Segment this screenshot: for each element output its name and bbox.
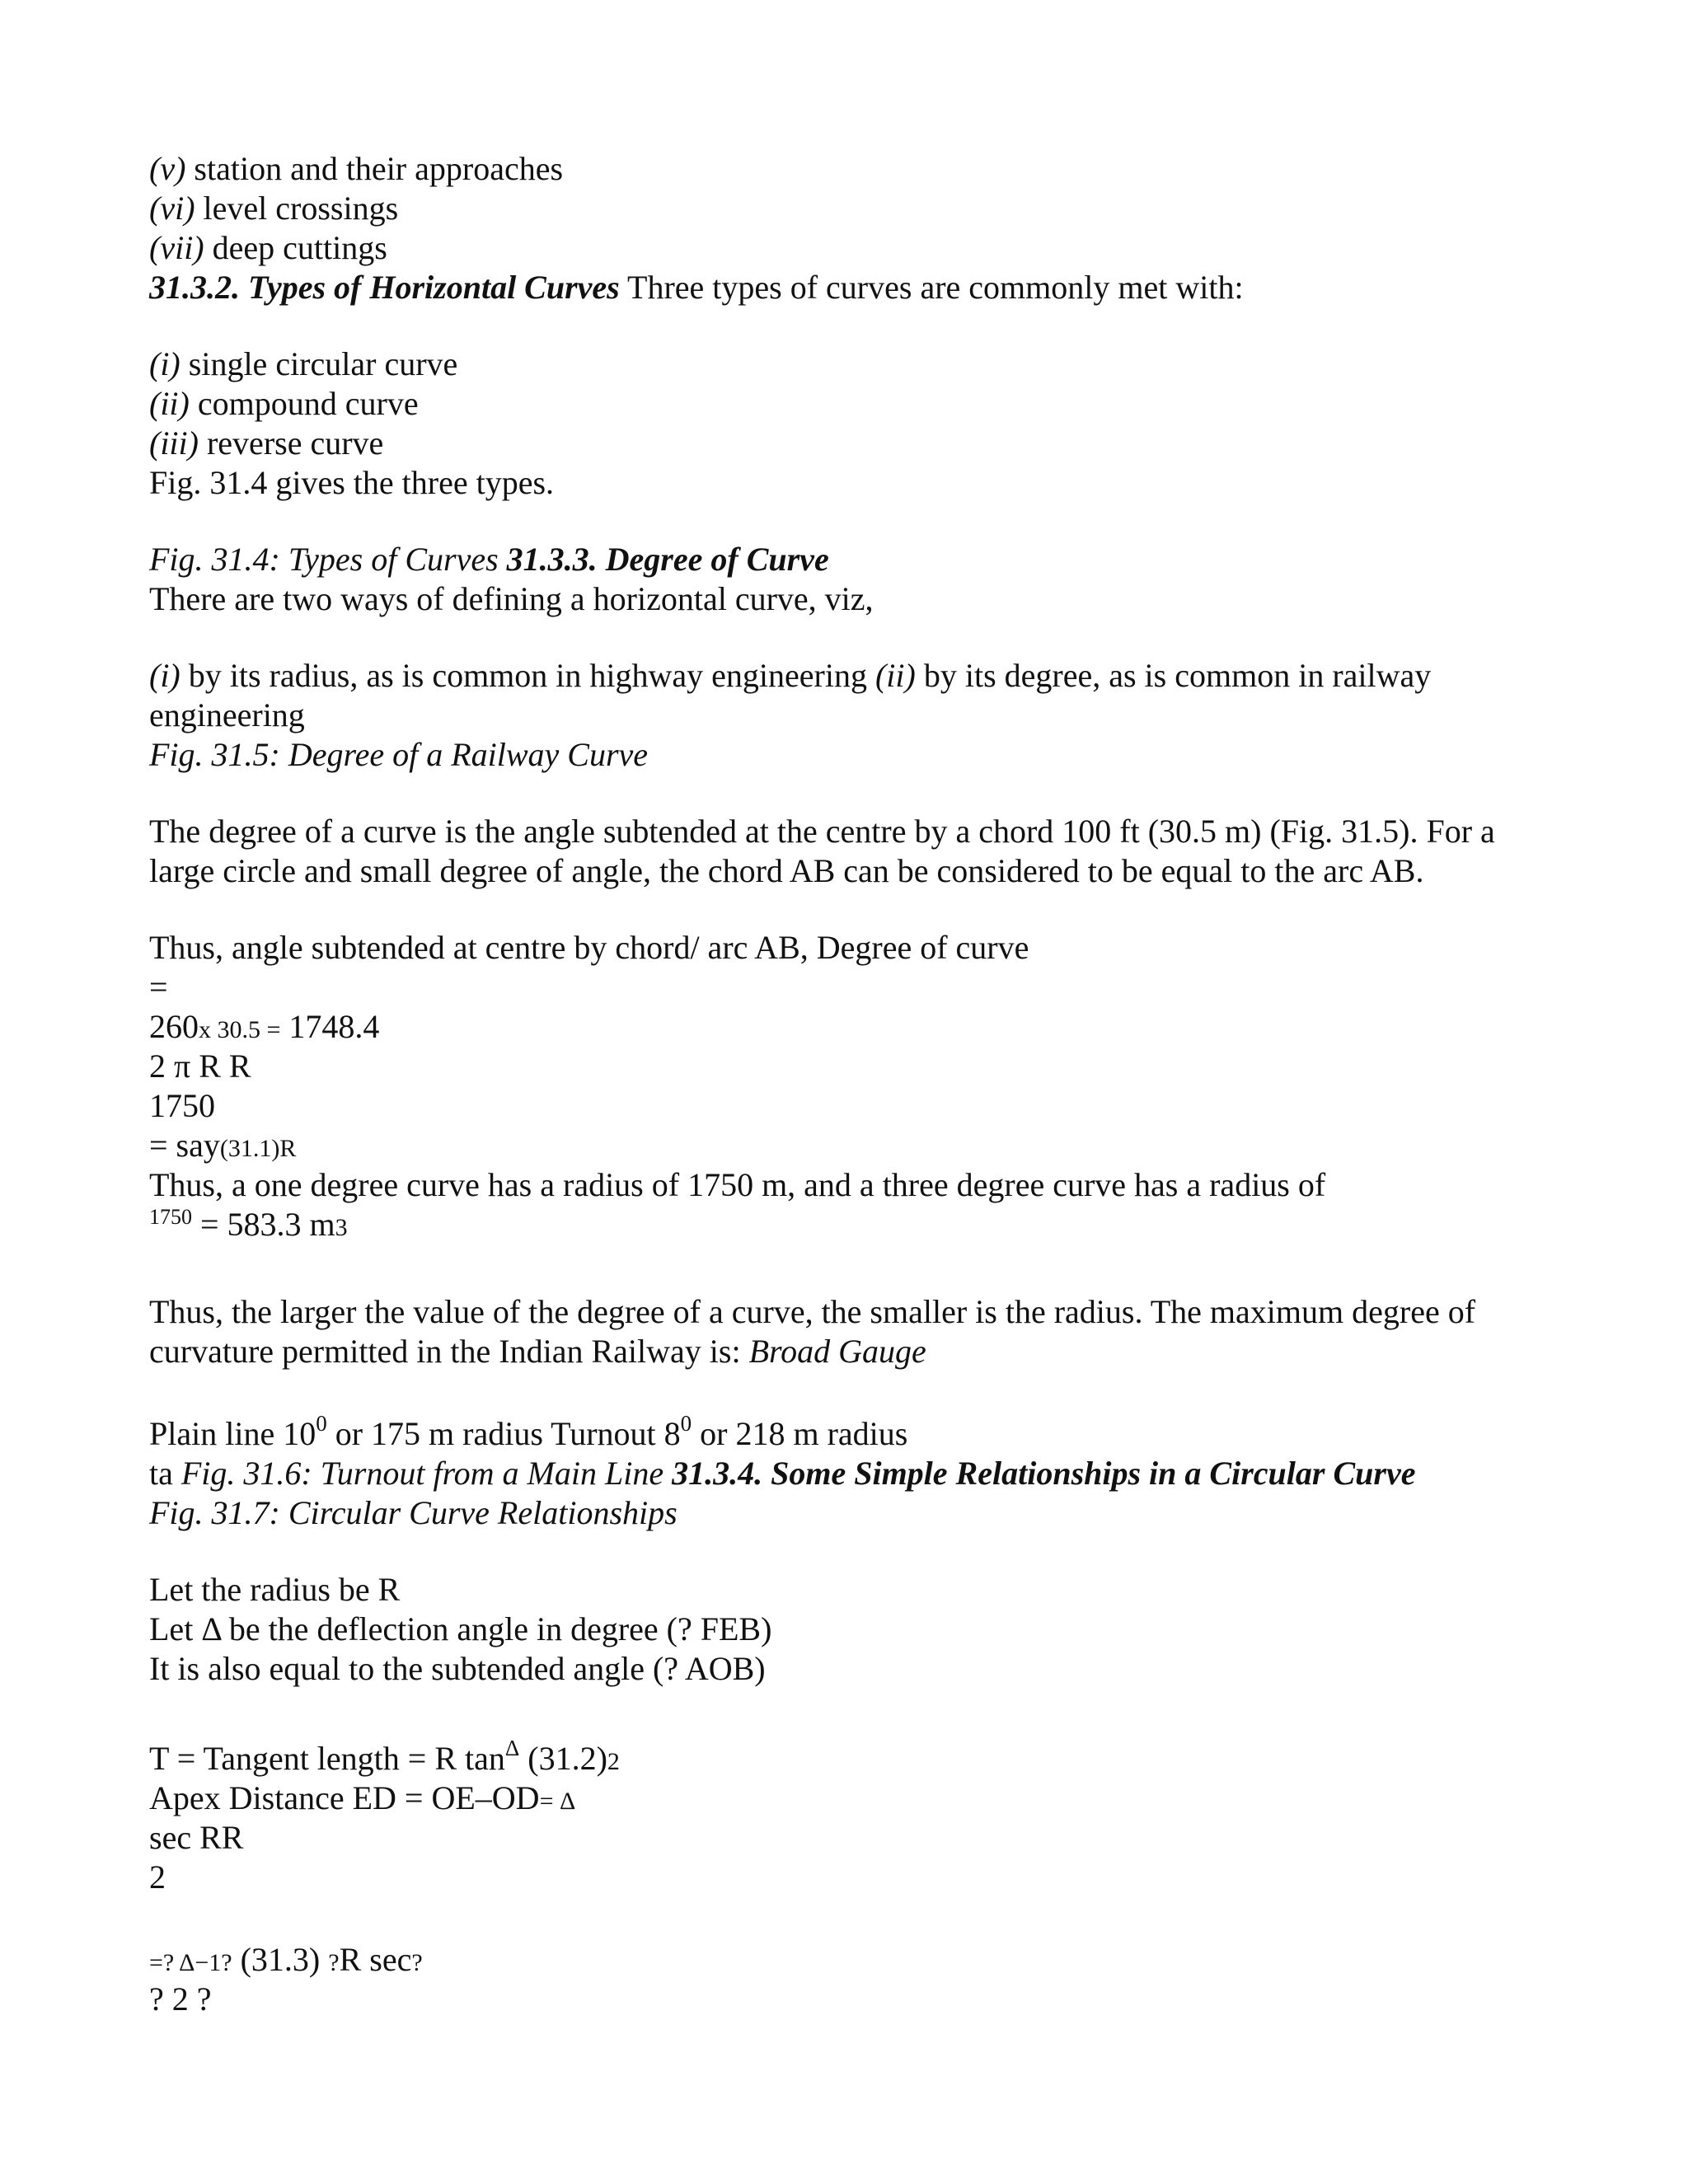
equation-line [149,1007,379,1050]
equation-part: = 583.3 m [192,1206,335,1243]
equation-line [149,1126,296,1169]
delta-superscript: Δ [504,1736,520,1760]
paragraph-text: Plain line 10 [149,1415,316,1452]
equation-line: ? 2 ? [149,1980,212,2018]
paragraph-text: or 175 m radius Turnout 8 [326,1415,681,1452]
list-item-iii [149,424,383,463]
list-marker: (i) [149,657,181,694]
equation-part: (31.2) [519,1740,607,1777]
list-marker: (vi) [149,190,195,227]
equation-part: Apex Distance ED = OE–OD [149,1779,540,1816]
list-text: by its degree, as is common in railway [915,657,1432,694]
figure-caption-31-6 [149,1454,1415,1493]
list-marker: (iii) [149,424,199,462]
caption-text: Fig. 31.6: Turnout from a Main Line [181,1455,673,1492]
equation-line [149,1736,620,1782]
list-item-ii [149,384,419,424]
equation-line: 2 π R R [149,1047,251,1085]
list-text: by its radius, as is common in highway engineering [180,657,875,694]
list-text: single circular curve [180,345,458,382]
paragraph-line: Fig. 31.4 gives the three types. [149,464,555,501]
equation-part: 3 [335,1214,348,1241]
equation-line: = [149,968,168,1005]
equation-part: x 30.5 = [199,1016,281,1043]
paragraph-line [149,1332,926,1371]
equation-line [149,1779,575,1821]
figure-caption-31-7: Fig. 31.7: Circular Curve Relationships [149,1494,678,1531]
paragraph-text: ta [149,1455,181,1492]
list-marker: (i) [149,345,181,382]
equation-part: = Δ [539,1788,576,1815]
equation-number: (31.1)R [219,1135,297,1162]
equation-line: 2 [149,1858,166,1896]
list-marker: (vii) [149,229,204,266]
equation-part: 260 [149,1008,199,1045]
list-text: compound curve [189,385,419,422]
equation-part: ? [411,1949,423,1976]
paragraph-emphasis: Broad Gauge [748,1333,926,1370]
list-text: reverse curve [198,424,384,462]
equation-part: 2 [607,1748,620,1775]
list-text: deep cuttings [204,229,387,266]
paragraph-text: Three types of curves are commonly met with: [619,269,1244,306]
figure-caption-31-4 [149,540,829,579]
paragraph-line: There are two ways of defining a horizontal curve, viz, [149,580,874,617]
paragraph-line: Thus, the larger the value of the degree of a curve, the smaller is the radius. The maximum degree of [149,1293,1476,1330]
equation-part: = say [149,1127,220,1164]
paragraph-line [149,1411,908,1454]
equation-part: (31.3) [232,1941,329,1978]
list-marker: (ii) [874,657,916,694]
paragraph-line: Thus, angle subtended at centre by chord/ arc AB, Degree of curve [149,929,1029,966]
list-item-vii [149,228,387,268]
equation-part: T = Tangent length = R tan [149,1740,505,1777]
paragraph-line: Let Δ be the deflection angle in degree (? FEB) [149,1610,772,1647]
paragraph-line: The degree of a curve is the angle subtended at the centre by a chord 100 ft (30.5 m) (Fig. 31.5). For a [149,813,1495,850]
paragraph-text: or 218 m radius [692,1415,908,1452]
equation-line [149,1940,423,1983]
list-item-i [149,344,457,384]
paragraph-line [149,656,1431,696]
equation-part: 1748.4 [280,1008,380,1045]
equation-line [149,1205,348,1248]
equation-part: ? [328,1949,340,1976]
paragraph-line: Let the radius be R [149,1571,401,1608]
paragraph-line: Thus, a one degree curve has a radius of 1750 m, and a three degree curve has a radius of [149,1166,1326,1203]
list-marker: (v) [149,150,186,187]
equation-part: =? Δ−1? [149,1949,232,1976]
degree-superscript: 0 [316,1411,327,1436]
list-text: level crossings [195,190,399,227]
list-marker: (ii) [149,385,190,422]
section-title: 31.3.2. Types of Horizontal Curves [149,269,620,306]
degree-superscript: 0 [680,1411,692,1436]
list-item-vi [149,189,398,228]
list-item-v [149,149,563,189]
equation-part: R sec [339,1941,412,1978]
section-title: 31.3.3. Degree of Curve [506,541,829,578]
equation-line: sec RR [149,1819,244,1856]
paragraph-line: It is also equal to the subtended angle (? AOB) [149,1650,766,1687]
equation-numerator: 1750 [149,1205,192,1229]
equation-line: 1750 [149,1087,215,1124]
section-title: 31.3.4. Some Simple Relationships in a Circular Curve [672,1455,1416,1492]
section-heading-types-of-curves [149,268,1244,307]
paragraph-line: large circle and small degree of angle, the chord AB can be considered to be equal to the arc AB. [149,852,1424,889]
paragraph-line: engineering [149,696,305,733]
paragraph-text: curvature permitted in the Indian Railway is: [149,1333,749,1370]
list-text: station and their approaches [185,150,564,187]
figure-caption-31-5: Fig. 31.5: Degree of a Railway Curve [149,736,649,773]
caption-text: Fig. 31.4: Types of Curves [149,541,507,578]
